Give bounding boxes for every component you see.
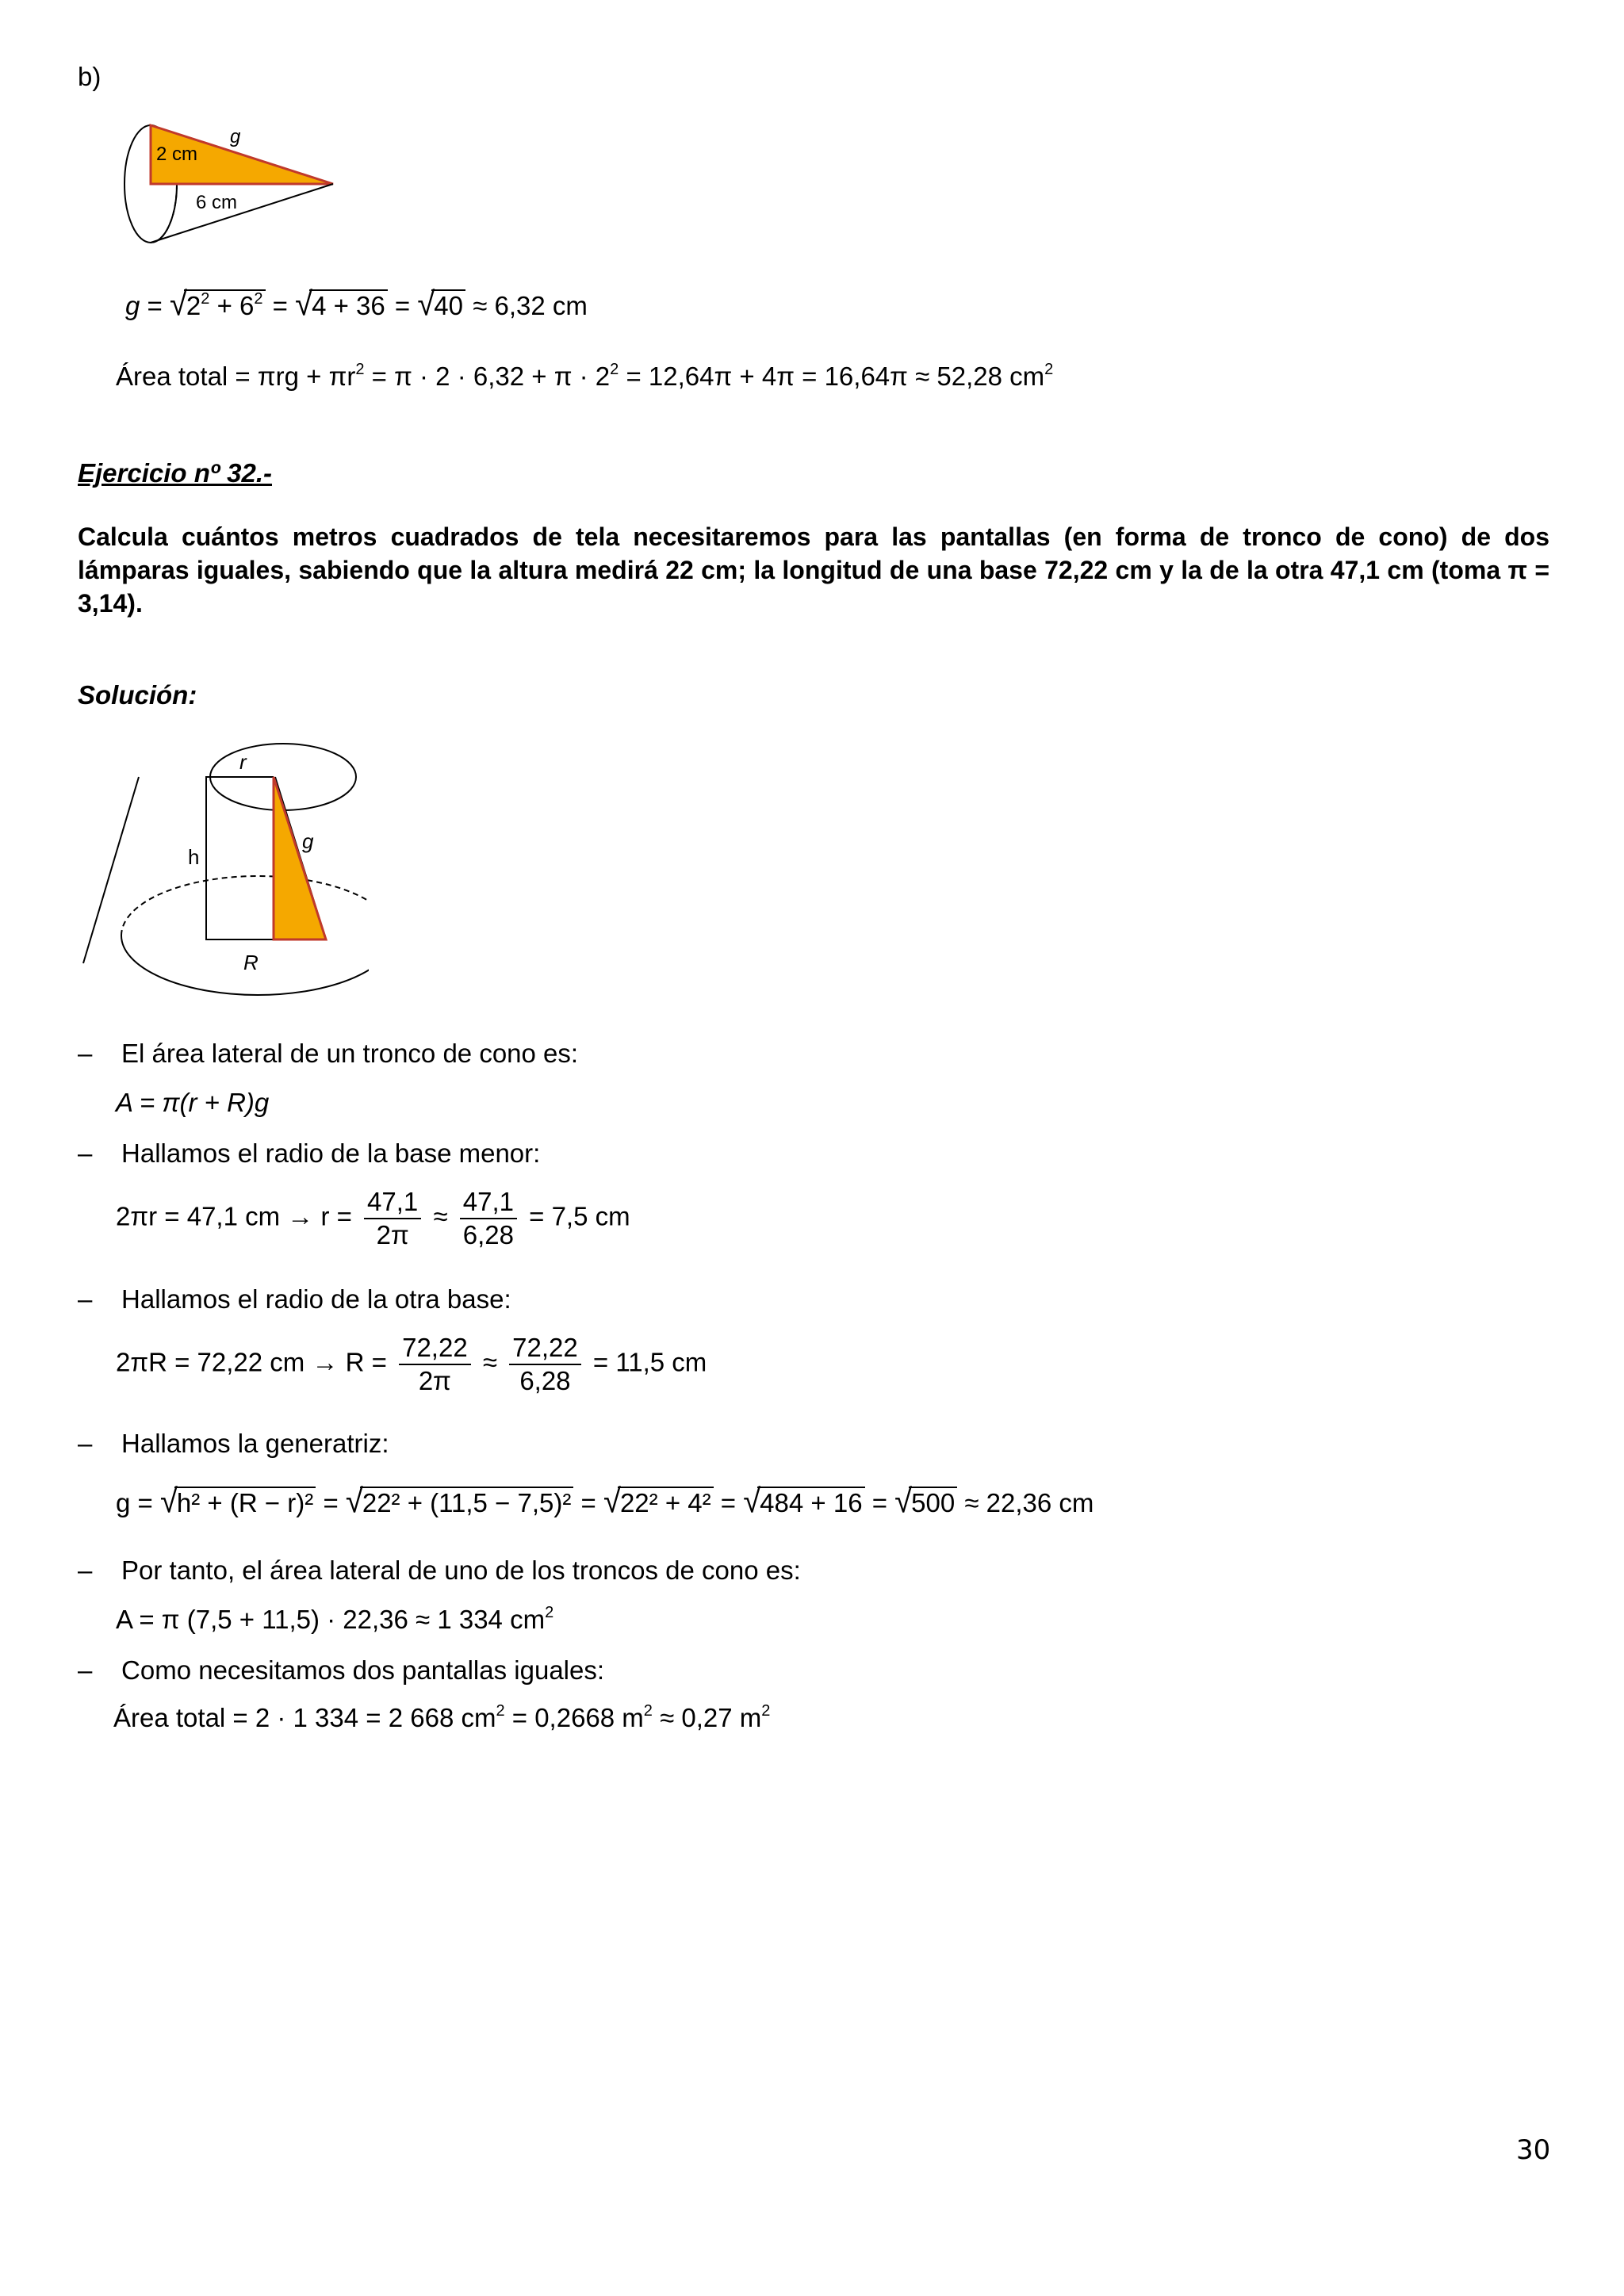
- height-label: 6 cm: [196, 192, 238, 213]
- part-b-label: b): [78, 62, 102, 91]
- big-radius-label: R: [243, 951, 259, 974]
- small-radius-label: r: [239, 750, 247, 774]
- step-1: – El área lateral de un tronco de cono es:: [78, 1039, 579, 1068]
- generatrix-label: g: [230, 126, 241, 147]
- step-5: – Por tanto, el área lateral de uno de los troncos de cono es:: [78, 1556, 801, 1585]
- step-6: – Como necesitamos dos pantallas iguales:: [78, 1655, 605, 1685]
- generatrix-label-2: g: [302, 829, 314, 853]
- big-radius-formula: 2πR = 72,22 cm → R = $\frac{72,22}{2\pi}$ ≈ $\frac{72,22}{6,28}$ = 11,5 cm: [116, 1333, 707, 1395]
- exercise-title: Ejercicio nº 32.-: [78, 458, 272, 488]
- problem-statement: Calcula cuántos metros cuadrados de tela necesitaremos para las pantallas (en forma de tronco de cono) de dos lámparas iguales, sabiendo que la altura medirá 22 cm; la longitud de una base 72,22 cm y la de la otra 47,1 cm (toma π = 3,14).: [78, 522, 1549, 618]
- lateral-area-formula: A = π(r + R)g: [116, 1088, 270, 1117]
- area-total-b: Área total = $\pi rg + \pi r^2 = \pi \cdot 2 \cdot 6,32 + \pi \cdot 2^2 = 12,64\pi + 4\pi = 16,64\pi \approx 52,28$ $cm^2$: [116, 361, 1054, 391]
- step-3: – Hallamos el radio de la otra base:: [78, 1284, 511, 1314]
- cone-figure: [115, 115, 345, 258]
- height-label-2: h: [188, 845, 200, 869]
- page-number: 30: [1516, 2134, 1551, 2166]
- step-2: – Hallamos el radio de la base menor:: [78, 1138, 541, 1168]
- frustum-figure: [75, 733, 369, 1007]
- radius-label: 2 cm: [156, 144, 198, 165]
- generatrix-formula: g = √h² + (R − r)² = √22² + (11,5 − 7,5)² = √22² + 4² = √484 + 16 = √500 ≈ 22,36 cm: [116, 1483, 1094, 1521]
- solution-label: Solución:: [78, 680, 197, 710]
- step-4: – Hallamos la generatriz:: [78, 1429, 389, 1458]
- frustum-area-formula: A = π (7,5 + 11,5) · 22,36 ≈ 1 334 $cm^2$: [116, 1604, 554, 1634]
- small-radius-formula: 2πr = 47,1 cm → r = $\frac{47,1}{2\pi}$ ≈ $\frac{47,1}{6,28}$ = 7,5 cm: [116, 1187, 630, 1249]
- total-area-formula: Área total = 2 · 1 334 = 2 668 $cm^2 = 0,2668$ $m^2 \approx 0,27$ $m^2$: [113, 1702, 771, 1732]
- g-formula-b: $g = √2^2 + 6^2 = √4 + 36 = √40 \approx 6,32$ cm: [125, 285, 588, 323]
